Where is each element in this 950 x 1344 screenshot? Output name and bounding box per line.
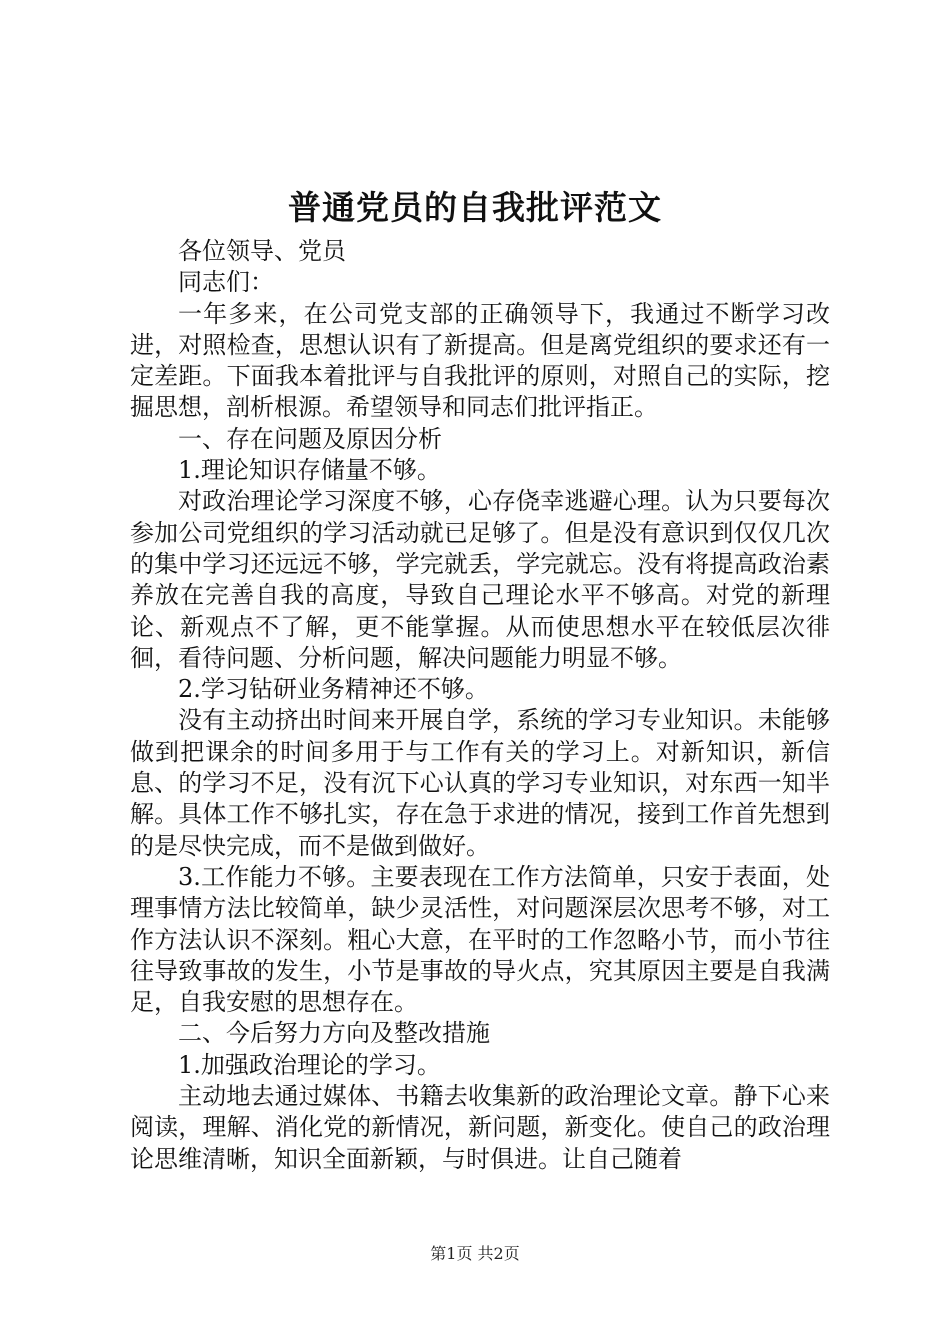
salutation-line: 同志们： (178, 268, 274, 297)
body-paragraph: 一年多来，在公司党支部的正确领导下，我通过不断学习改进，对照检查，思想认识有了新提高。但是离党组织的要求还有一定差距。下面我本着批评与自我批评的原则，对照自己的实际，挖掘思想，剖析根源。希望领导和同志们批评指正。 (130, 299, 830, 422)
subsection-heading: 1.理论知识存储量不够。 (178, 456, 441, 485)
section-heading: 二、今后努力方向及整改措施 (178, 1019, 490, 1048)
section-heading: 一、存在问题及原因分析 (178, 424, 442, 453)
body-paragraph: 主动地去通过媒体、书籍去收集新的政治理论文章。静下心来阅读，理解、消化党的新情况，新问题，新变化。使自己的政治理论思维清晰，知识全面新颖，与时俱进。让自己随着 (130, 1082, 830, 1173)
subsection-heading: 2.学习钻研业务精神还不够。 (178, 675, 489, 704)
body-paragraph: 没有主动挤出时间来开展自学，系统的学习专业知识。未能够做到把课余的时间多用于与工作有关的学习上。对新知识，新信息、的学习不足，没有沉下心认真的学习专业知识，对东西一知半解。具体工作不够扎实，存在急于求进的情况，接到工作首先想到的是尽快完成，而不是做到做好。 (130, 706, 830, 860)
document-body (130, 236, 830, 1175)
body-paragraph: 对政治理论学习深度不够，心存侥幸逃避心理。认为只要每次参加公司党组织的学习活动就已足够了。但是没有意识到仅仅几次的集中学习还远远不够，学完就丢，学完就忘。没有将提高政治素养放在完善自我的高度，导致自己理论水平不够高。对党的新理论、新观点不了解，更不能掌握。从而使思想水平在较低层次徘徊，看待问题、分析问题，解决问题能力明显不够。 (130, 487, 830, 672)
salutation-line: 各位领导、党员 (178, 237, 346, 265)
body-paragraph: 3.工作能力不够。主要表现在工作方法简单，只安于表面，处理事情方法比较简单，缺少灵活性，对问题深层次思考不够，对工作方法认识不深刻。粗心大意，在平时的工作忽略小节，而小节往往导致事故的发生，小节是事故的导火点，究其原因主要是自我满足，自我安慰的思想存在。 (130, 862, 830, 1017)
page-number-footer: 第1页 共2页 (430, 1244, 520, 1263)
document-title: 普通党员的自我批评范文 (288, 188, 662, 227)
subsection-heading: 1.加强政治理论的学习。 (178, 1050, 441, 1079)
